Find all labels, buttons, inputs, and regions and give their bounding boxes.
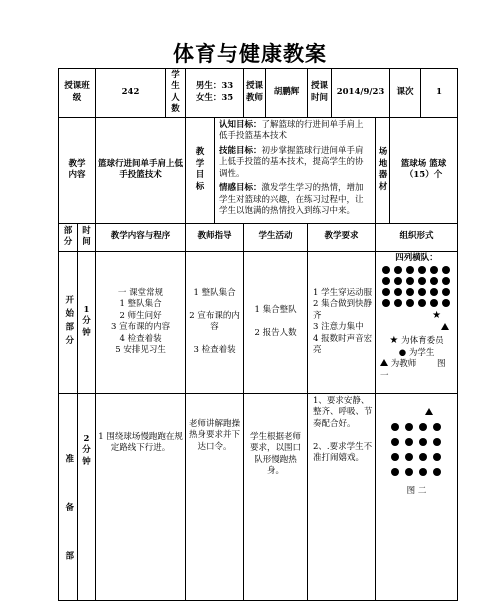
girls-count: 女生：35 [195,92,234,103]
content-value: 篮球行进间单手肩上低手投篮技术 [96,117,186,223]
section2-part: 准备部 [59,393,78,601]
cognitive-title: 认知目标： [219,119,262,130]
section2-content: 1 围绕球场慢跑跑在规定路线下行进。 [96,393,186,601]
time-value: 2014/9/23 [332,69,390,118]
col-guidance: 教师指导 [186,223,244,251]
student-dot-icon [405,423,413,431]
student-dot-icon [419,468,427,476]
emotion-text: 激发学生学习的热情，增加学生对篮球的兴趣，在练习过程中，让学生以饱满的热情投入到练习中来。 [219,183,364,217]
student-dot-icon [430,288,438,296]
student-dot-icon [433,423,441,431]
columns-row [59,223,458,251]
student-dot-icon [382,299,390,307]
student-dot-icon [391,468,399,476]
student-dot-icon [419,453,427,461]
teacher-triangle-icon [441,323,449,330]
col-activity: 学生活动 [244,223,308,251]
content-label: 教学内容 [59,117,96,223]
section2-time: 2 分钟 [78,393,96,601]
content-line: 2 师生问好 [119,310,162,321]
formation-title: 四列横队： [395,252,438,263]
page-title: 体育与健康教案 [173,41,327,66]
section1-content [96,251,186,393]
figure-1-label: 图 一 [380,359,446,381]
col-requirements: 教学要求 [308,223,376,251]
section1-row [59,251,458,393]
student-dot-icon [433,468,441,476]
col-time: 时间 [78,223,96,251]
section2-activity: 学生根据老师要求，以围口队形慢跑热身。 [244,393,308,601]
triangle-legend-icon [380,359,388,366]
student-dot-icon [419,438,427,446]
student-dot-icon [442,266,450,274]
student-dot-icon [382,266,390,274]
student-dot-icon [430,277,438,285]
student-dot-icon [382,288,390,296]
time-label: 授课时间 [308,69,332,118]
skill-text: 初步掌握篮球行进间单手肩上低手投篮的基本技术，提高学生的协调性。 [219,145,364,179]
student-dot-icon [418,299,426,307]
student-dot-icon [419,423,427,431]
venue-label: 场地器材 [376,117,390,223]
legend-teacher: 为教师 [390,359,417,370]
student-dot-icon [433,453,441,461]
section2-organization [376,393,458,601]
section1-time: 1 分钟 [78,251,96,393]
section2-requirements: 1、要求安静、整齐、呼吸、节奏配合好。 2、.要求学生不准打闹嬉戏。 [308,393,376,601]
boys-count: 男生：33 [195,81,234,92]
cognitive-text: 了解篮球的行进间单手肩上低手投篮基本技术 [219,119,364,142]
formation-grid-2 [378,423,455,476]
student-dot-icon [405,438,413,446]
student-dot-icon [394,266,402,274]
figure-2-label: 图 二 [406,486,427,497]
student-dot-icon [418,288,426,296]
student-dot-icon [394,299,402,307]
content-line: 1 整队集合 [119,299,162,310]
student-dot-icon [406,277,414,285]
class-value: 242 [96,69,166,118]
skill-title: 技能目标： [219,145,262,156]
student-dot-icon [430,266,438,274]
legend-committee: 为体育委员 [401,336,444,347]
session-label: 课次 [390,69,421,118]
students-count [186,69,244,118]
session-value: 1 [421,69,458,118]
section1-organization: 四列横队： ★ ★ 为体育委员 ● 为学生 为教师 图 一 [376,251,458,393]
student-dot-icon [382,277,390,285]
student-dot-icon [391,453,399,461]
emotion-title: 情感目标： [219,183,262,194]
section1-requirements: 1 学生穿运动服 2 集合做到快静齐 3 注意力集中 4 报数时声音宏亮 [308,251,376,393]
content-row [59,117,458,223]
objectives-cell [215,117,376,223]
lesson-plan-table [58,68,458,601]
student-dot-icon [418,266,426,274]
student-dot-icon [405,453,413,461]
student-dot-icon [406,288,414,296]
student-dot-icon [442,299,450,307]
content-line: 一 课堂常规 [117,287,164,298]
student-dot-icon [405,468,413,476]
class-label: 授课班级 [59,69,96,118]
student-dot-icon [433,438,441,446]
header-row [59,69,458,118]
student-dot-icon [406,299,414,307]
formation-grid-1 [378,266,455,307]
teacher-label: 授课教师 [244,69,266,118]
col-part: 部分 [59,223,78,251]
student-dot-icon [391,423,399,431]
content-line: 3 宣布课的内容 [110,322,171,333]
students-label: 学生人数 [166,69,186,118]
student-dot-icon [391,438,399,446]
star-legend-icon: ★ [389,335,399,347]
student-dot-icon [406,266,414,274]
legend-student: 为学生 [408,347,435,358]
teacher-triangle-icon [425,408,433,415]
student-dot-icon [430,299,438,307]
committee-star-icon: ★ [432,310,442,322]
venue-value: 篮球场 篮球（15）个 [390,117,458,223]
student-dot-icon [442,277,450,285]
student-dot-icon [418,277,426,285]
student-dot-icon [442,288,450,296]
col-content: 教学内容与程序 [96,223,186,251]
col-organization: 组织形式 [376,223,458,251]
student-dot-icon [394,277,402,285]
student-dot-icon [394,288,402,296]
objectives-label: 教学目标 [186,117,215,223]
section2-row [59,393,458,601]
teacher-value: 胡鹏辉 [266,69,308,118]
section1-part: 开始部分 [59,251,78,393]
section2-guidance: 老师讲解跑操热身要求并下达口令。 [186,393,244,601]
section1-activity: 1 集合整队 2 报告人数 [244,251,308,393]
content-line: 4 检查着装 [119,333,162,344]
section1-guidance: 1 整队集合 2 宣布课的内容 3 检查着装 [186,251,244,393]
content-line: 5 安排见习生 [115,345,166,356]
